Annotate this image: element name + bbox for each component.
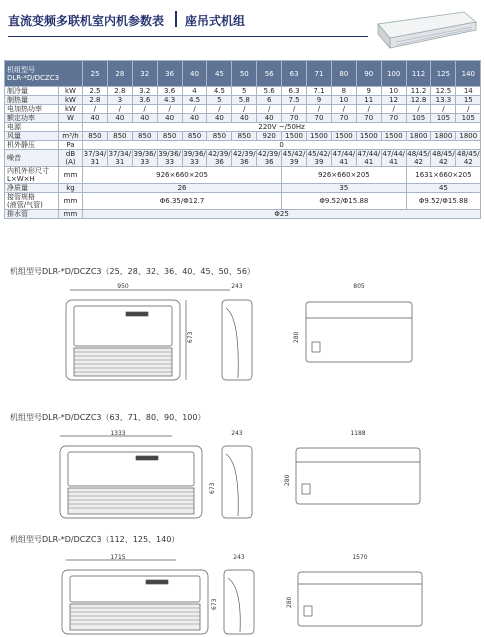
row-unit: kW xyxy=(59,105,83,114)
noise-cell: 42/39/ 36 xyxy=(208,150,231,166)
net-weight-row xyxy=(5,184,481,193)
airflow-cell: 850 xyxy=(107,132,132,141)
value-cell: 9 xyxy=(307,96,332,105)
model-cell: 56 xyxy=(257,61,282,87)
model-cell: 36 xyxy=(157,61,182,87)
noise-cell: 37/34/ 31 xyxy=(108,150,132,166)
page-title: 直流变频多联机室内机参数表 xyxy=(8,14,165,28)
model-label-cell: 机组型号 DLR-*D/DCZC3 xyxy=(5,61,83,87)
top-width-label: 805 xyxy=(353,283,365,290)
unit-product-photo xyxy=(372,4,480,56)
noise-cell: 42/39/ 36 xyxy=(233,150,256,166)
noise-cell: 47/44/ 41 xyxy=(357,150,380,166)
airflow-cell: 920 xyxy=(257,132,282,141)
value-cell: 40 xyxy=(107,114,132,123)
spec-table xyxy=(4,60,481,219)
value-cell: 10 xyxy=(331,96,356,105)
value-cell: 13.3 xyxy=(431,96,456,105)
value-cell: / xyxy=(456,105,481,114)
value-cell: 7.1 xyxy=(307,87,332,96)
value-cell: 40 xyxy=(232,114,257,123)
model-cell: 71 xyxy=(307,61,332,87)
top-height-label: 280 xyxy=(293,331,300,343)
top-width-label: 1570 xyxy=(352,554,368,561)
model-cell: 45 xyxy=(207,61,232,87)
value-cell: 6.3 xyxy=(282,87,307,96)
noise-row xyxy=(5,150,481,167)
front-height-label: 673 xyxy=(187,331,194,343)
row-label: 电加热功率 xyxy=(5,105,59,114)
value-cell: 105 xyxy=(456,114,481,123)
value-cell: / xyxy=(257,105,282,114)
model-cell: 25 xyxy=(83,61,108,87)
row-unit: kW xyxy=(59,87,83,96)
model-cell: 63 xyxy=(282,61,307,87)
side-view xyxy=(222,300,252,380)
value-cell: / xyxy=(406,105,431,114)
airflow-cell: 1800 xyxy=(456,132,481,141)
front-width-label: 1333 xyxy=(110,430,126,437)
side-width-label: 243 xyxy=(231,283,243,290)
row-unit: dB (A) xyxy=(59,150,83,167)
dimensions-value: 926×660×205 xyxy=(282,167,406,184)
value-cell: 10 xyxy=(381,87,406,96)
noise-cell: 37/34/ 31 xyxy=(83,150,107,166)
value-cell: / xyxy=(232,105,257,114)
value-cell: 5 xyxy=(232,87,257,96)
airflow-cell: 1500 xyxy=(282,132,307,141)
noise-cell: 47/44/ 41 xyxy=(332,150,356,166)
pipe-value: Φ6.35/Φ12.7 xyxy=(83,193,282,210)
spec-row xyxy=(5,105,481,114)
noise-cell: 48/45/ 42 xyxy=(432,150,455,166)
row-unit: mm xyxy=(59,210,83,219)
drawing-set-2 xyxy=(0,426,485,526)
value-cell: 3.6 xyxy=(132,96,157,105)
value-cell: 9 xyxy=(356,87,381,96)
pipe-value: Φ9.52/Φ15.88 xyxy=(282,193,406,210)
dimensions-value: 926×660×205 xyxy=(83,167,282,184)
row-label: 电源 xyxy=(5,123,59,132)
value-cell: 4 xyxy=(182,87,207,96)
model-cell: 40 xyxy=(182,61,207,87)
row-unit: m³/h xyxy=(59,132,83,141)
value-cell: / xyxy=(356,105,381,114)
model-cell: 125 xyxy=(431,61,456,87)
value-cell: / xyxy=(182,105,207,114)
spec-row xyxy=(5,114,481,123)
value-cell: 40 xyxy=(83,114,108,123)
value-cell: 4.5 xyxy=(207,87,232,96)
airflow-row xyxy=(5,132,481,141)
airflow-cell: 850 xyxy=(83,132,108,141)
value-cell: / xyxy=(282,105,307,114)
front-width-label: 950 xyxy=(117,283,129,290)
page-subtitle: 座吊式机组 xyxy=(185,14,246,28)
front-height-label: 673 xyxy=(211,598,218,610)
noise-cell: 45/42/ 39 xyxy=(307,150,331,166)
noise-cell: 45/42/ 39 xyxy=(282,150,306,166)
value-cell: 11 xyxy=(356,96,381,105)
front-view xyxy=(66,290,230,380)
value-cell: / xyxy=(207,105,232,114)
front-view xyxy=(60,436,202,518)
value-cell: 12.5 xyxy=(431,87,456,96)
value-cell: 70 xyxy=(307,114,332,123)
row-unit: kW xyxy=(59,96,83,105)
value-cell: 5.6 xyxy=(257,87,282,96)
value-cell: 70 xyxy=(356,114,381,123)
static-pressure-value: 0 xyxy=(83,141,481,150)
model-cell: 90 xyxy=(356,61,381,87)
row-label: 内机外形尺寸 L×W×H xyxy=(5,167,59,184)
side-width-label: 243 xyxy=(233,554,245,561)
value-cell: 15 xyxy=(456,96,481,105)
dimensions-value: 1631×660×205 xyxy=(406,167,481,184)
value-cell: / xyxy=(331,105,356,114)
value-cell: / xyxy=(107,105,132,114)
value-cell: 6 xyxy=(257,96,282,105)
value-cell: 70 xyxy=(331,114,356,123)
power-row xyxy=(5,123,481,132)
value-cell: 105 xyxy=(406,114,431,123)
airflow-cell: 1500 xyxy=(381,132,406,141)
top-view xyxy=(306,302,412,362)
value-cell: / xyxy=(307,105,332,114)
section-title: 机组型号DLR-*D/DCZC3（63、71、80、90、100） xyxy=(10,413,206,422)
airflow-cell: 1800 xyxy=(406,132,431,141)
drain-row xyxy=(5,210,481,219)
model-cell: 140 xyxy=(456,61,481,87)
row-label: 噪音 xyxy=(5,150,59,167)
value-cell: 105 xyxy=(431,114,456,123)
value-cell: 40 xyxy=(207,114,232,123)
top-view xyxy=(298,572,422,626)
pipe-value: Φ9.52/Φ15.88 xyxy=(406,193,481,210)
row-unit: W xyxy=(59,114,83,123)
noise-cell: 39/36/ 33 xyxy=(183,150,206,166)
row-label: 机外静压 xyxy=(5,141,59,150)
row-unit: kg xyxy=(59,184,83,193)
model-cell: 50 xyxy=(232,61,257,87)
top-width-label: 1188 xyxy=(350,430,366,437)
row-unit: mm xyxy=(59,193,83,210)
model-cell: 28 xyxy=(107,61,132,87)
front-width-label: 1715 xyxy=(110,554,126,561)
drawing-set-3 xyxy=(0,550,485,636)
value-cell: 5.8 xyxy=(232,96,257,105)
value-cell: 12 xyxy=(381,96,406,105)
value-cell: 2.8 xyxy=(83,96,108,105)
value-cell: 3.2 xyxy=(132,87,157,96)
row-label: 制冷量 xyxy=(5,87,59,96)
noise-cell: 48/45/ 42 xyxy=(457,150,480,166)
drain-value: Φ25 xyxy=(83,210,481,219)
model-header-row xyxy=(5,61,481,87)
airflow-cell: 850 xyxy=(207,132,232,141)
pipe-row xyxy=(5,193,481,210)
noise-cell: 42/39/ 36 xyxy=(257,150,281,166)
value-cell: 40 xyxy=(157,114,182,123)
section-title: 机组型号DLR-*D/DCZC3（112、125、140） xyxy=(10,535,180,544)
value-cell: 2.5 xyxy=(83,87,108,96)
row-label: 额定功率 xyxy=(5,114,59,123)
side-width-label: 243 xyxy=(231,430,243,437)
row-unit: Pa xyxy=(59,141,83,150)
top-view xyxy=(296,448,420,504)
row-label: 接管规格 (液管/气管) xyxy=(5,193,59,210)
value-cell: 4.5 xyxy=(182,96,207,105)
model-cell: 112 xyxy=(406,61,431,87)
airflow-cell: 1500 xyxy=(331,132,356,141)
value-cell: 5 xyxy=(207,96,232,105)
airflow-cell: 850 xyxy=(157,132,182,141)
airflow-cell: 1500 xyxy=(356,132,381,141)
row-label: 风量 xyxy=(5,132,59,141)
value-cell: 70 xyxy=(381,114,406,123)
value-cell: 40 xyxy=(257,114,282,123)
section-title: 机组型号DLR-*D/DCZC3（25、28、32、36、40、45、50、56） xyxy=(10,267,255,276)
value-cell: 12.8 xyxy=(406,96,431,105)
model-cell: 80 xyxy=(331,61,356,87)
value-cell: 7.5 xyxy=(282,96,307,105)
value-cell: 40 xyxy=(182,114,207,123)
noise-cell: 39/36/ 33 xyxy=(158,150,181,166)
header-rule xyxy=(8,36,368,37)
dimensions-row xyxy=(5,167,481,184)
value-cell: / xyxy=(381,105,406,114)
value-cell: 3 xyxy=(107,96,132,105)
spec-row xyxy=(5,96,481,105)
noise-cell: 47/44/ 41 xyxy=(382,150,405,166)
value-cell: 14 xyxy=(456,87,481,96)
static-pressure-row xyxy=(5,141,481,150)
drawing-set-1 xyxy=(0,278,485,388)
top-height-label: 280 xyxy=(284,474,291,486)
airflow-cell: 1500 xyxy=(307,132,332,141)
airflow-cell: 850 xyxy=(132,132,157,141)
title-separator xyxy=(175,11,177,27)
noise-cell: 48/45/ 42 xyxy=(407,150,430,166)
airflow-cell: 850 xyxy=(232,132,257,141)
value-cell: 2.8 xyxy=(107,87,132,96)
row-unit: mm xyxy=(59,167,83,184)
side-view xyxy=(224,570,254,634)
value-cell: 70 xyxy=(282,114,307,123)
net-weight-value: 26 xyxy=(83,184,282,193)
front-height-label: 673 xyxy=(209,482,216,494)
model-cell: 100 xyxy=(381,61,406,87)
airflow-cell: 1800 xyxy=(431,132,456,141)
value-cell: / xyxy=(83,105,108,114)
airflow-cell: 850 xyxy=(182,132,207,141)
value-cell: 3.6 xyxy=(157,87,182,96)
net-weight-value: 45 xyxy=(406,184,481,193)
value-cell: 8 xyxy=(331,87,356,96)
value-cell: / xyxy=(431,105,456,114)
value-cell: 11.2 xyxy=(406,87,431,96)
value-cell: / xyxy=(132,105,157,114)
value-cell: 40 xyxy=(132,114,157,123)
row-label: 净质量 xyxy=(5,184,59,193)
value-cell: / xyxy=(157,105,182,114)
value-cell: 4.3 xyxy=(157,96,182,105)
row-label: 制热量 xyxy=(5,96,59,105)
top-height-label: 280 xyxy=(286,596,293,608)
power-value: 220V ~/50Hz xyxy=(83,123,481,132)
spec-row xyxy=(5,87,481,96)
net-weight-value: 35 xyxy=(282,184,406,193)
side-view xyxy=(222,446,252,518)
noise-cell: 39/36/ 33 xyxy=(133,150,156,166)
model-cell: 32 xyxy=(132,61,157,87)
row-label: 排水管 xyxy=(5,210,59,219)
front-view xyxy=(62,560,208,634)
